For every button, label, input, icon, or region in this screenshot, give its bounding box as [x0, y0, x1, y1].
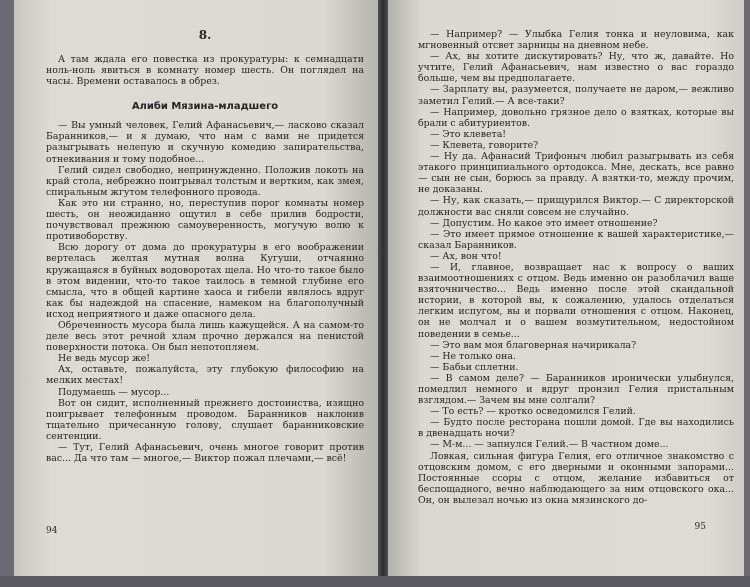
page-number: 95 [694, 522, 706, 532]
section-title: Алиби Мязина-младшего [131, 101, 279, 113]
paragraph: — Ах, вы хотите дискутировать? Ну, что ж, давайте. Но учтите, Гелий Афанасьевич, нам известно о вас гораздо больше, чем вы предполагаете. [418, 51, 734, 85]
chapter-number: 8. [198, 28, 212, 42]
paragraph: — Ах, вон что! [430, 250, 502, 262]
paragraph: — Это вам моя благоверная начирикала? [430, 339, 637, 351]
paragraph: Ах, оставьте, пожалуйста, эту глубокую философию на мелких местах! [46, 364, 364, 387]
paragraph: Гелий сидел свободно, непринужденно. Положив локоть на край стола, небрежно поигрывал толстым и вертким, как змея, спиральным жгутом телефонного провода. [46, 164, 364, 198]
paragraph: — Ну да. Афанасий Трифоныч любил разыгрывать из себя этакого принципиального ортодокса. Мне, дескать, все равно — сын не сын, борюсь за правду. А взятки-то, между прочим, не доказаны. [418, 151, 734, 196]
paragraph: — Это имеет прямое отношение к вашей характеристике,— сказал Баранников. [418, 228, 734, 251]
paragraph: — Вы умный человек, Гелий Афанасьевич,— ласково сказал Баранников,— и я думаю, что нам с вами не придется разыгрывать нелепую и скучную комедию запирательства, отнекивания и тому подобное... [46, 120, 364, 165]
paragraph: Вот он сидит, исполненный прежнего достоинства, изящно поигрывает телефонным проводом. Баранников наклонив тщательно причесанную голову, слушает баранниковские сентенции. [46, 397, 364, 442]
paragraph: — Не только она. [430, 350, 516, 362]
right-page [388, 0, 744, 576]
paragraph: — Тут, Гелий Афанасьевич, очень многое говорит против вас... Да что там — многое,— Виктор пожал плечами,— всё! [46, 442, 364, 465]
paragraph: Не ведь мусор же! [58, 353, 151, 365]
paragraph: — Бабьи сплетни. [430, 361, 519, 373]
paragraph: — Например, довольно грязное дело о взятках, которые вы брали с абитуриентов. [418, 106, 734, 129]
paragraph: Обреченность мусора была лишь кажущейся. А на самом-то деле весь этот речной хлам прочно держался на пенистой поверхности потока. Он был непотопляем. [46, 319, 364, 354]
paragraph: — И, главное, возвращает нас к вопросу о ваших взаимоотношениях с отцом. Ведь именно он разоблачил ваше взяточничество... Ведь именно после этой скандальной истории, в которой вы, к сожалению, удалось отделаться легким испугом, вы и порвали отношения с отцом. Наконец, он не молчал и о вашем возмутительном, недостойном поведении в семье... [418, 261, 734, 340]
page-number: 94 [46, 526, 58, 536]
book-spine [378, 0, 388, 587]
paragraph: — М-м... — запнулся Гелий.— В частном доме... [430, 439, 669, 451]
paragraph: Всю дорогу от дома до прокуратуры в его воображении вертелась желтая мутная волна Кугуши, отчаянно кружащаяся в буйных водоворотах щела. Но что-то такое было в этом видении, что-то такое таилось в темной глубине его смысла, что в общей картине хаоса и гибели являлось вдруг как бы надеждой на спасение, намеком на благополучный исход неприятного и даже опасного дела. [46, 242, 364, 320]
paragraph: — Например? — Улыбка Гелия тонка и неуловима, как мгновенный отсвет зарницы на дневном небе. [418, 29, 734, 52]
background-surface [0, 576, 750, 587]
left-page [14, 0, 378, 576]
paragraph: Подумаешь — мусор... [58, 386, 170, 398]
paragraph: — Клевета, говорите? [430, 139, 539, 151]
paragraph: — Будто после ресторана пошли домой. Где вы находились в двенадцать ночи? [418, 417, 734, 440]
paragraph: — В самом деле? — Баранников иронически улыбнулся, помедлил немного и вдруг пронзил Гелия пристальным взглядом.— Зачем вы мне солгали? [418, 372, 734, 407]
intro-paragraph: А там ждала его повестка из прокуратуры: к семнадцати ноль-ноль явиться в комнату номер шесть. Он поглядел на часы. Времени оставалось в обрез. [46, 54, 364, 88]
paragraph: — Зарплату вы, разумеется, получаете не даром,— вежливо заметил Гелий.— А все-таки? [418, 84, 734, 107]
paragraph: — Допустим. Но какое это имеет отношение? [430, 217, 658, 229]
paragraph: — Это клевета! [430, 128, 507, 140]
paragraph: Ловкая, сильная фигура Гелия, его отличное знакомство с отцовским домом, с его дверными и оконными запорами... Постоянные ссоры с отцом, желание избавиться от беспощадного, вечно наблюдающего за ним отцовского ока... Он, он вылезал ночью из окна мязинского до- [418, 450, 734, 506]
paragraph: Как это ни странно, но, переступив порог комнаты номер шесть, он неожиданно ощутил в себе прилив бодрости, почувствовал прежнюю самоуверенность, могучую волю к противоборству. [46, 197, 364, 243]
paragraph: — Ну, как сказать,— прищурился Виктор.— С директорской должности вас сняли совсем не случайно. [418, 195, 734, 218]
paragraph: — То есть? — кротко осведомился Гелий. [430, 406, 636, 418]
